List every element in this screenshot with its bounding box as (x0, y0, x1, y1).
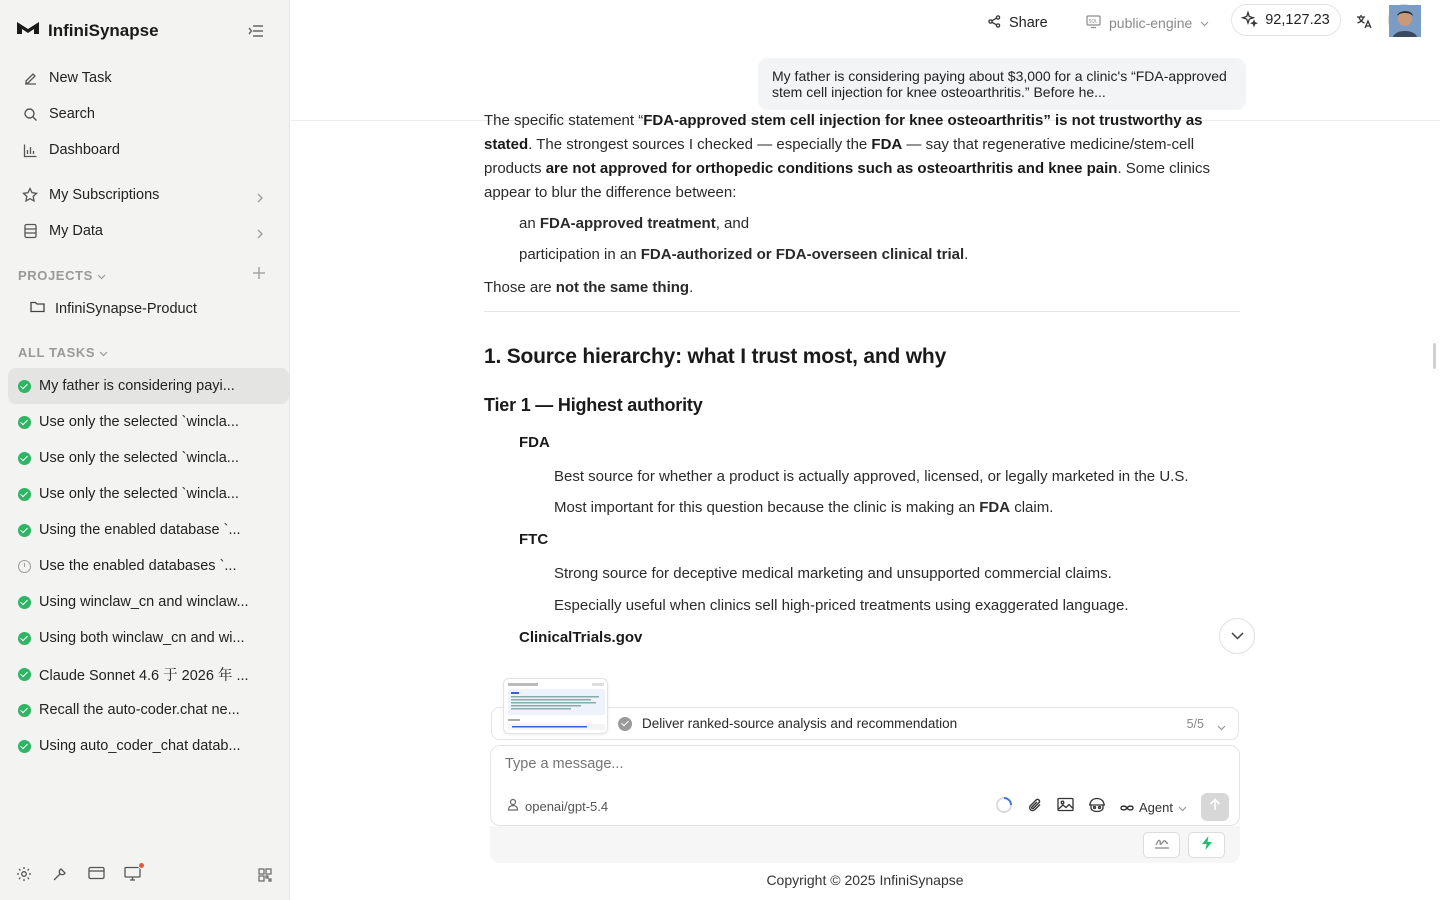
task-item[interactable] (8, 476, 289, 512)
bold-text: are not approved for orthopedic conditions such as osteoarthritis and knee pain (545, 160, 1118, 177)
notification-dot (138, 862, 145, 869)
browser-agent-icon[interactable] (1088, 797, 1106, 818)
sparkle-icon (1242, 11, 1257, 30)
nav-label: Search (49, 106, 95, 122)
task-item[interactable] (8, 548, 289, 584)
task-item[interactable] (8, 656, 289, 692)
qr-code-icon[interactable] (258, 868, 272, 887)
done-status-icon (18, 632, 31, 645)
bold-text: not the same thing (555, 279, 690, 296)
text: , and (715, 215, 750, 232)
infinity-icon (1120, 800, 1134, 815)
task-label: Use the enabled databases `... (39, 558, 237, 574)
avatar[interactable] (1388, 4, 1420, 36)
engine-selector[interactable] (1086, 8, 1209, 38)
task-label: Claude Sonnet 4.6 于 2026 年 ... (39, 667, 249, 684)
bold-text: FDA-approved stem cell injection for knee osteoarthritis” is not trustworthy as stated (484, 112, 1203, 153)
tasks-section-toggle[interactable] (18, 345, 108, 360)
nav-search[interactable] (22, 102, 95, 126)
list-item (519, 213, 749, 235)
sql-icon (1086, 15, 1101, 32)
list-item: Especially useful when clinics sell high-priced treatments using exaggerated language. (554, 597, 1129, 614)
text: . (689, 279, 694, 296)
list-item: Best source for whether a product is actually approved, licensed, or legally marketed in the U.S. (554, 468, 1189, 485)
task-label: Using auto_coder_chat datab... (39, 738, 241, 754)
projects-section-toggle[interactable] (18, 268, 106, 283)
edit-icon (22, 70, 38, 86)
done-status-icon (18, 452, 31, 465)
language-toggle[interactable] (1356, 8, 1372, 38)
text: . Some clinics appear to blur the difference between: (484, 160, 1210, 201)
done-status-icon (18, 596, 31, 609)
bold-text: FDA-authorized or FDA-overseen clinical trial (640, 246, 965, 263)
task-item[interactable] (8, 404, 289, 440)
svg-text:SQL: SQL (1088, 19, 1098, 24)
done-status-icon (18, 740, 31, 753)
add-project-icon[interactable] (252, 266, 266, 280)
chevron-down-icon (1200, 15, 1209, 31)
chevron-right-icon (256, 226, 266, 236)
done-status-icon (18, 524, 31, 537)
task-item[interactable] (8, 692, 289, 728)
task-item[interactable] (8, 620, 289, 656)
star-icon (22, 187, 38, 203)
task-item[interactable] (8, 584, 289, 620)
arrow-up-icon (1209, 798, 1221, 816)
nav-dashboard[interactable] (22, 138, 120, 162)
message-input[interactable] (505, 756, 1205, 772)
nav-my-data[interactable] (22, 219, 103, 243)
folder-icon (30, 300, 45, 317)
chevron-down-icon (1231, 627, 1244, 645)
bold-text: FDA-approved treatment (539, 215, 716, 232)
text: Those are (484, 279, 556, 296)
logo-icon (16, 20, 40, 41)
task-item[interactable] (8, 368, 289, 404)
share-button[interactable] (988, 8, 1048, 38)
text: an (519, 215, 540, 232)
subsection-heading: Tier 1 — Highest authority (484, 395, 703, 415)
search-icon (22, 106, 38, 122)
task-item[interactable] (8, 728, 289, 764)
pending-status-icon (18, 560, 31, 573)
loading-spinner-icon (995, 796, 1013, 819)
translate-icon (1356, 14, 1372, 33)
tools-icon[interactable] (52, 866, 68, 884)
brand-name: InfiniSynapse (48, 20, 159, 40)
done-status-icon (18, 668, 31, 681)
chart-icon (22, 142, 38, 158)
source-label-fda: FDA (519, 434, 550, 451)
mode-selector[interactable] (1120, 800, 1187, 815)
task-label: Using both winclaw_cn and wi... (39, 630, 245, 646)
model-label: openai/gpt-5.4 (525, 798, 609, 814)
text: — say that regenerative medicine/stem-cell products (484, 136, 1195, 177)
bold-text: FDA (871, 136, 903, 153)
section-heading: 1. Source hierarchy: what I trust most, and why (484, 345, 947, 368)
mode-label: Agent (1139, 799, 1173, 815)
chevron-down-icon (1178, 800, 1187, 815)
attach-icon[interactable] (1027, 797, 1043, 818)
task-plan-thumbnail[interactable] (503, 678, 608, 734)
nav-my-subscriptions[interactable] (22, 183, 159, 207)
signature-button[interactable] (1143, 832, 1180, 858)
chevron-down-icon (1217, 719, 1226, 734)
assistant-response (484, 112, 1244, 661)
image-icon[interactable] (1057, 797, 1074, 817)
send-button[interactable] (1201, 793, 1229, 821)
project-label: InfiniSynapse-Product (55, 300, 197, 317)
done-status-icon (18, 704, 31, 717)
nav-label: My Subscriptions (49, 187, 160, 203)
task-label: Using the enabled database `... (39, 522, 241, 538)
text: claim. (1010, 499, 1054, 516)
nav-label: My Data (49, 223, 103, 239)
sidebar (0, 0, 290, 900)
engine-label: public-engine (1109, 15, 1193, 31)
billing-icon[interactable] (88, 866, 104, 884)
boost-button[interactable] (1188, 832, 1225, 858)
monitor-icon[interactable] (124, 866, 140, 884)
copyright: Copyright © 2025 InfiniSynapse (766, 872, 964, 888)
projects-label: PROJECTS (18, 268, 93, 283)
user-message-bubble: My father is considering paying about $3,000 for a clinic's “FDA-approved stem cell injection for knee osteoarthritis.” Before he... (758, 58, 1246, 110)
text: . The strongest sources I checked — especially the (528, 136, 872, 153)
scrollbar-thumb[interactable] (1433, 343, 1436, 369)
sidebar-footer-tools (16, 866, 140, 884)
text: participation in an (519, 246, 641, 263)
text: Most important for this question because the clinic is making an (554, 499, 980, 516)
list-item: Strong source for deceptive medical marketing and unsupported commercial claims. (554, 565, 1112, 582)
chevron-right-icon (256, 190, 266, 200)
composer-toolbar (490, 826, 1240, 863)
text: . (964, 246, 969, 263)
nav-label: Dashboard (49, 142, 120, 158)
signature-icon (1154, 836, 1170, 854)
model-selector[interactable] (507, 798, 608, 814)
task-label: Use only the selected `wincla... (39, 450, 239, 466)
credits-badge[interactable] (1231, 4, 1341, 36)
composer (490, 745, 1240, 826)
composer-tools (995, 793, 1229, 821)
source-label-ftc: FTC (519, 531, 549, 548)
divider (484, 311, 1240, 312)
task-label: Use only the selected `wincla... (39, 414, 239, 430)
task-item[interactable] (8, 512, 289, 548)
tasks-label: ALL TASKS (18, 345, 96, 360)
settings-icon[interactable] (16, 866, 32, 884)
collapse-sidebar-icon[interactable] (248, 24, 266, 40)
done-status-icon (18, 380, 31, 393)
done-status-icon (18, 488, 31, 501)
nav-label: New Task (49, 70, 112, 86)
task-label: Using winclaw_cn and winclaw... (39, 594, 249, 610)
chevron-down-icon (97, 268, 106, 283)
lightning-icon (1200, 835, 1214, 856)
list-item (554, 497, 1053, 519)
chevron-down-icon (99, 345, 108, 360)
plan-progress: 5/5 (1186, 716, 1204, 731)
task-label: Recall the auto-coder.chat ne... (39, 702, 240, 718)
done-status-icon (18, 416, 31, 429)
nav-new-task[interactable] (22, 66, 112, 90)
project-item[interactable] (30, 300, 197, 317)
check-circle-icon (618, 717, 632, 731)
bold-text: FDA (979, 499, 1011, 516)
text: The specific statement “ (484, 112, 644, 129)
share-icon (988, 15, 1001, 32)
database-icon (22, 223, 38, 239)
source-label-clinicaltrials: ClinicalTrials.gov (519, 629, 643, 646)
intro-paragraph (484, 109, 1240, 205)
credits-value: 92,127.23 (1265, 12, 1330, 28)
task-label: Use only the selected `wincla... (39, 486, 239, 502)
brand[interactable] (16, 20, 159, 41)
share-label: Share (1009, 15, 1048, 31)
task-item[interactable] (8, 440, 289, 476)
user-icon (507, 798, 519, 814)
task-label: My father is considering payi... (39, 378, 235, 394)
closing-line (484, 277, 693, 299)
plan-step-label: Deliver ranked-source analysis and recommendation (642, 716, 958, 731)
list-item (519, 244, 968, 266)
scroll-to-bottom-button[interactable] (1219, 618, 1255, 654)
